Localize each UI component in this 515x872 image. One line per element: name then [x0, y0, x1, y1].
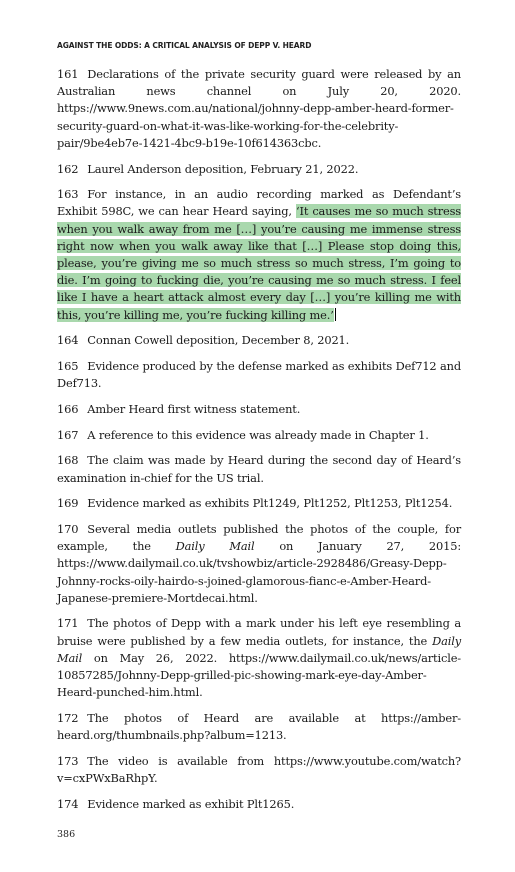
endnote-number: 163 [57, 187, 79, 202]
endnote-165 [57, 358, 461, 392]
endnote-text: Evidence marked as exhibit Plt1265. [87, 796, 295, 811]
endnote-172 [57, 710, 461, 744]
endnote-text: The claim was made by Heard during the second day of Heard’s examination in-chief for the US trial. [57, 453, 461, 485]
endnote-text: Several media outlets published the photos of the couple, for example, the [57, 521, 461, 554]
endnote-161 [57, 66, 461, 152]
endnote-162 [57, 161, 461, 178]
text-cursor [335, 308, 336, 321]
endnote-text: Amber Heard first witness statement. [87, 401, 301, 416]
endnote-168 [57, 452, 461, 486]
endnote-number: 166 [57, 401, 79, 416]
endnote-text: Laurel Anderson deposition, February 21, 2022. [87, 161, 359, 176]
page-number: 386 [57, 829, 76, 840]
endnote-text: on May 26, 2022. https://www.dailymail.co.uk/news/article-10857285/Johnny-Depp-grilled-pic-showing-mark-eye-day-Amber-Heard-punched-him.html. [57, 650, 461, 700]
endnote-number: 167 [57, 427, 79, 442]
endnote-169 [57, 495, 461, 512]
endnote-166 [57, 401, 461, 418]
endnote-174 [57, 796, 461, 813]
running-head: AGAINST THE ODDS: A CRITICAL ANALYSIS OF DEPP V. HEARD [57, 41, 312, 50]
endnote-number: 165 [57, 359, 79, 374]
endnote-167 [57, 427, 461, 444]
endnote-text: Evidence marked as exhibits Plt1249, Plt1252, Plt1253, Plt1254. [87, 496, 453, 511]
endnote-173 [57, 753, 461, 787]
endnote-164 [57, 332, 461, 349]
endnote-number: 173 [57, 753, 79, 768]
endnote-text: The photos of Depp with a mark under his left eye resembling a bruise were published by a few media outlets, for instance, the [57, 616, 461, 648]
endnote-number: 161 [57, 67, 79, 81]
endnote-number: 168 [57, 453, 79, 468]
endnote-text: The video is available from https://www.youtube.com/watch?v=cxPWxBaRhpY. [57, 753, 461, 786]
endnote-number: 171 [57, 616, 79, 631]
endnote-number: 169 [57, 496, 79, 511]
endnote-text: A reference to this evidence was already made in Chapter 1. [87, 427, 429, 442]
endnote-number: 164 [57, 333, 79, 348]
endnote-number: 174 [57, 796, 79, 811]
highlighted-quote[interactable]: ‘It causes me so much stress when you walk away from me […] you’re causing me immense stress right now when you walk away like that […] Please stop doing this, please, you’re giving me so much stress so much stress, I’m going to die. I’m going to fucking die, you’re causing me so much stress. I feel like I have a heart attack almost every day […] you’re killing me with this, you’re killing me, you’re fucking killing me.’ [57, 204, 461, 322]
endnote-text: Evidence produced by the defense marked as exhibits Def712 and Def713. [57, 359, 461, 391]
endnote-number: 170 [57, 521, 79, 536]
endnote-text: Declarations of the private security guard were released by an Australian news channel on July 20, 2020. https://www.9news.com.au/national/johnny-depp-amber-heard-former-security-guard-on-what-it-was-like-working-for-the-celebrity-pair/9be4eb7e-1421-4bc9-b19e-10f614363cbc. [57, 67, 461, 150]
endnote-text: Connan Cowell deposition, December 8, 2021. [87, 333, 350, 348]
endnote-170 [57, 521, 461, 607]
endnote-text: on January 27, 2015: https://www.dailymail.co.uk/tvshowbiz/article-2928486/Greasy-Depp-Johnny-rocks-oily-hairdo-s-joined-glamorous-fianc-e-Amber-Heard-Japanese-premiere-Mortdecai.html. [57, 539, 462, 605]
endnotes-list [57, 66, 461, 822]
endnote-number: 172 [57, 711, 79, 725]
endnote-text: The photos of Heard are available at https://amber-heard.org/thumbnails.php?album=1213. [57, 711, 461, 743]
publication-title: Daily Mail [175, 539, 255, 554]
endnote-text: For instance, in an audio recording marked as Defendant’s Exhibit 598C, we can hear Heard saying, [57, 187, 461, 219]
endnote-171 [57, 615, 461, 701]
endnote-number: 162 [57, 161, 79, 176]
endnote-163 [57, 186, 461, 324]
publication-title: Daily Mail [57, 633, 461, 665]
